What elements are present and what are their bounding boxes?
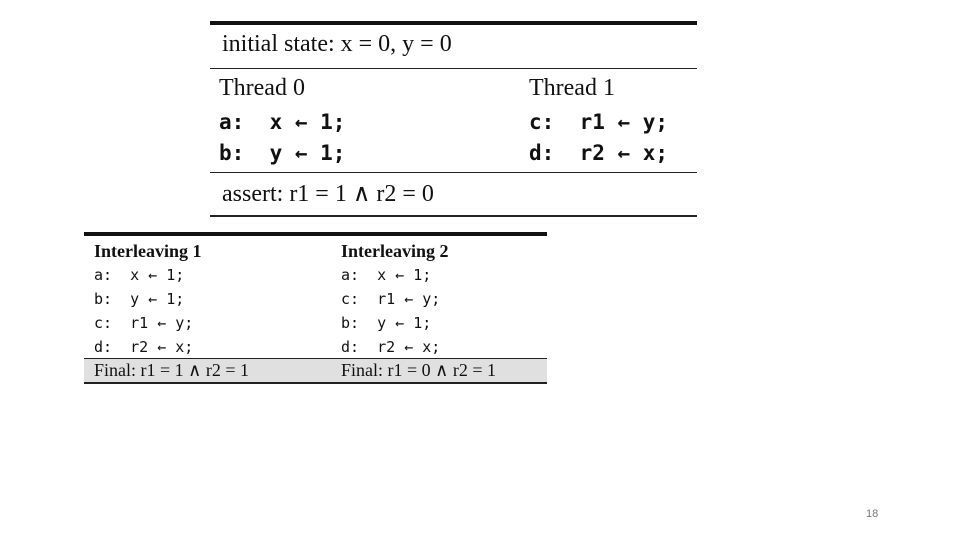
interleaving-2-step: a: x ← 1; [341,266,432,284]
initial-state: initial state: x = 0, y = 0 [222,31,452,57]
interleaving-2-final: Final: r1 = 0 ∧ r2 = 1 [341,360,496,380]
header-rule [210,68,697,69]
thread-1-header: Thread 1 [529,75,615,101]
assert-rule [210,172,697,173]
interleaving-2-step: d: r2 ← x; [341,338,441,356]
interleavings-table [84,232,547,384]
interleavings-top-rule [84,232,547,236]
bottom-rule [210,215,697,217]
final-rule [84,358,547,359]
interleaving-1-step: a: x ← 1; [94,266,185,284]
thread-0-instruction-b: b: y ← 1; [219,141,346,165]
page-number: 18 [866,508,879,520]
interleaving-1-step: d: r2 ← x; [94,338,194,356]
thread-0-header: Thread 0 [219,75,305,101]
interleaving-1-header: Interleaving 1 [94,241,202,261]
assertion: assert: r1 = 1 ∧ r2 = 0 [222,181,434,207]
interleaving-1-step: b: y ← 1; [94,290,185,308]
thread-1-instruction-c: c: r1 ← y; [529,110,669,134]
interleavings-bottom-rule [84,382,547,384]
interleaving-2-header: Interleaving 2 [341,241,449,261]
thread-1-instruction-d: d: r2 ← x; [529,141,669,165]
interleaving-2-step: b: y ← 1; [341,314,432,332]
interleaving-1-step: c: r1 ← y; [94,314,194,332]
litmus-test-table [210,21,697,217]
top-rule [210,21,697,25]
interleaving-2-step: c: r1 ← y; [341,290,441,308]
interleaving-1-final: Final: r1 = 1 ∧ r2 = 1 [94,360,249,380]
thread-0-instruction-a: a: x ← 1; [219,110,346,134]
